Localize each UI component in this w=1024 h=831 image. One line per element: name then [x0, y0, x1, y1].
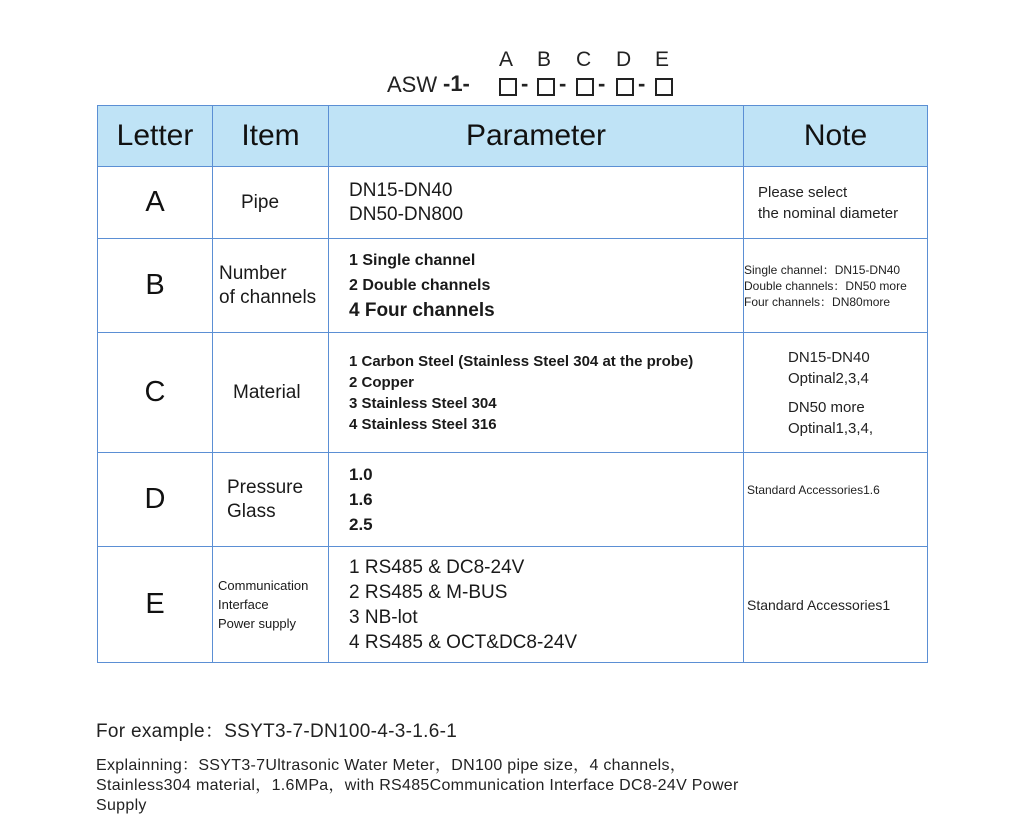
header-note: Note: [744, 106, 928, 167]
note-line: Double channels：DN50 more: [744, 278, 907, 293]
row-note: [744, 239, 928, 333]
row-parameters: [329, 239, 744, 333]
header-parameter: Parameter: [329, 106, 744, 167]
explanation-line: Stainless304 material，1.6MPa，with RS485Communication Interface DC8-24V Power: [96, 777, 739, 794]
row-letter: D: [98, 453, 213, 547]
item-line: Pipe: [241, 191, 280, 213]
header-item: Item: [213, 106, 329, 167]
note-line: Four channels：DN80more: [744, 294, 891, 309]
param-line: 2 RS485 & M-BUS: [349, 581, 508, 603]
note-line: Optinal1,3,4,: [788, 419, 874, 437]
param-line: 4 RS485 & OCT&DC8-24V: [349, 631, 578, 653]
item-line: Pressure: [227, 476, 304, 498]
param-line: 4 Stainless Steel 316: [349, 415, 497, 433]
row-note: [744, 547, 928, 663]
code-letter-e: E: [655, 48, 670, 71]
item-line: Communication: [218, 578, 309, 593]
param-line: 4 Four channels: [349, 300, 495, 321]
table-row: [98, 239, 928, 333]
header-letter: Letter: [98, 106, 213, 167]
note-line: Single channel：DN15-DN40: [744, 262, 901, 277]
code-dash: -: [559, 71, 567, 96]
note-line: Optinal2,3,4: [788, 369, 869, 387]
param-line: 1 Single channel: [349, 252, 476, 269]
row-letter: A: [98, 167, 213, 239]
row-note: [744, 333, 928, 453]
code-box-a: [499, 78, 517, 96]
note-line: Standard Accessories1.6: [747, 483, 880, 497]
param-line: 2 Copper: [349, 373, 415, 391]
row-parameters: [329, 167, 744, 239]
code-dash: -: [598, 71, 606, 96]
code-letter-d: D: [616, 48, 632, 71]
code-box-c: [576, 78, 594, 96]
param-line: 1.0: [349, 465, 373, 484]
param-line: 1 Carbon Steel (Stainless Steel 304 at the probe): [349, 352, 694, 370]
table-row: [98, 167, 928, 239]
param-line: 1 RS485 & DC8-24V: [349, 556, 525, 578]
param-line: DN15-DN40: [349, 179, 453, 201]
note-line: DN50 more: [788, 398, 865, 416]
code-letter-a: A: [499, 48, 514, 71]
item-line: Number: [219, 262, 287, 284]
code-box-b: [537, 78, 555, 96]
code-letter-b: B: [537, 48, 552, 71]
explanation-line: Supply: [96, 797, 147, 814]
code-separator: -1-: [443, 71, 470, 96]
param-line: 3 NB-lot: [349, 606, 418, 628]
row-parameters: [329, 547, 744, 663]
example-line: [96, 716, 457, 743]
example-code: SSYT3-7-DN100-4-3-1.6-1: [224, 721, 458, 742]
model-code: [385, 44, 705, 100]
spec-table: [97, 105, 928, 663]
code-box-e: [655, 78, 673, 96]
param-line: 1.6: [349, 490, 373, 509]
item-line: Power supply: [218, 616, 297, 631]
row-item: [213, 453, 329, 547]
note-line: Please select: [758, 183, 848, 201]
item-line: Material: [233, 381, 301, 403]
note-line: Standard Accessories1: [747, 596, 891, 613]
table-header-row: [98, 106, 928, 167]
explanation: [96, 756, 836, 816]
row-item: [213, 239, 329, 333]
note-line: the nominal diameter: [758, 204, 899, 222]
row-item: [213, 333, 329, 453]
code-dash: -: [521, 71, 529, 96]
item-line: Interface: [218, 597, 269, 612]
explanation-line: Explainning：SSYT3-7Ultrasonic Water Meter，DN100 pipe size，4 channels，: [96, 757, 687, 774]
row-note: [744, 167, 928, 239]
param-line: 3 Stainless Steel 304: [349, 394, 497, 412]
code-dash: -: [638, 71, 646, 96]
note-line: DN15-DN40: [788, 348, 870, 366]
row-item: [213, 167, 329, 239]
row-parameters: [329, 453, 744, 547]
table-row: [98, 453, 928, 547]
item-line: Glass: [227, 500, 276, 522]
row-letter: C: [98, 333, 213, 453]
example-label: For example：: [96, 721, 225, 742]
code-letter-c: C: [576, 48, 592, 71]
table-row: [98, 547, 928, 663]
row-item: [213, 547, 329, 663]
param-line: DN50-DN800: [349, 203, 464, 225]
param-line: 2.5: [349, 515, 373, 534]
row-parameters: [329, 333, 744, 453]
table-row: [98, 333, 928, 453]
item-line: of channels: [219, 286, 317, 308]
row-letter: E: [98, 547, 213, 663]
code-box-d: [616, 78, 634, 96]
row-letter: B: [98, 239, 213, 333]
row-note: [744, 453, 928, 547]
code-prefix: ASW: [387, 72, 438, 97]
param-line: 2 Double channels: [349, 277, 491, 294]
